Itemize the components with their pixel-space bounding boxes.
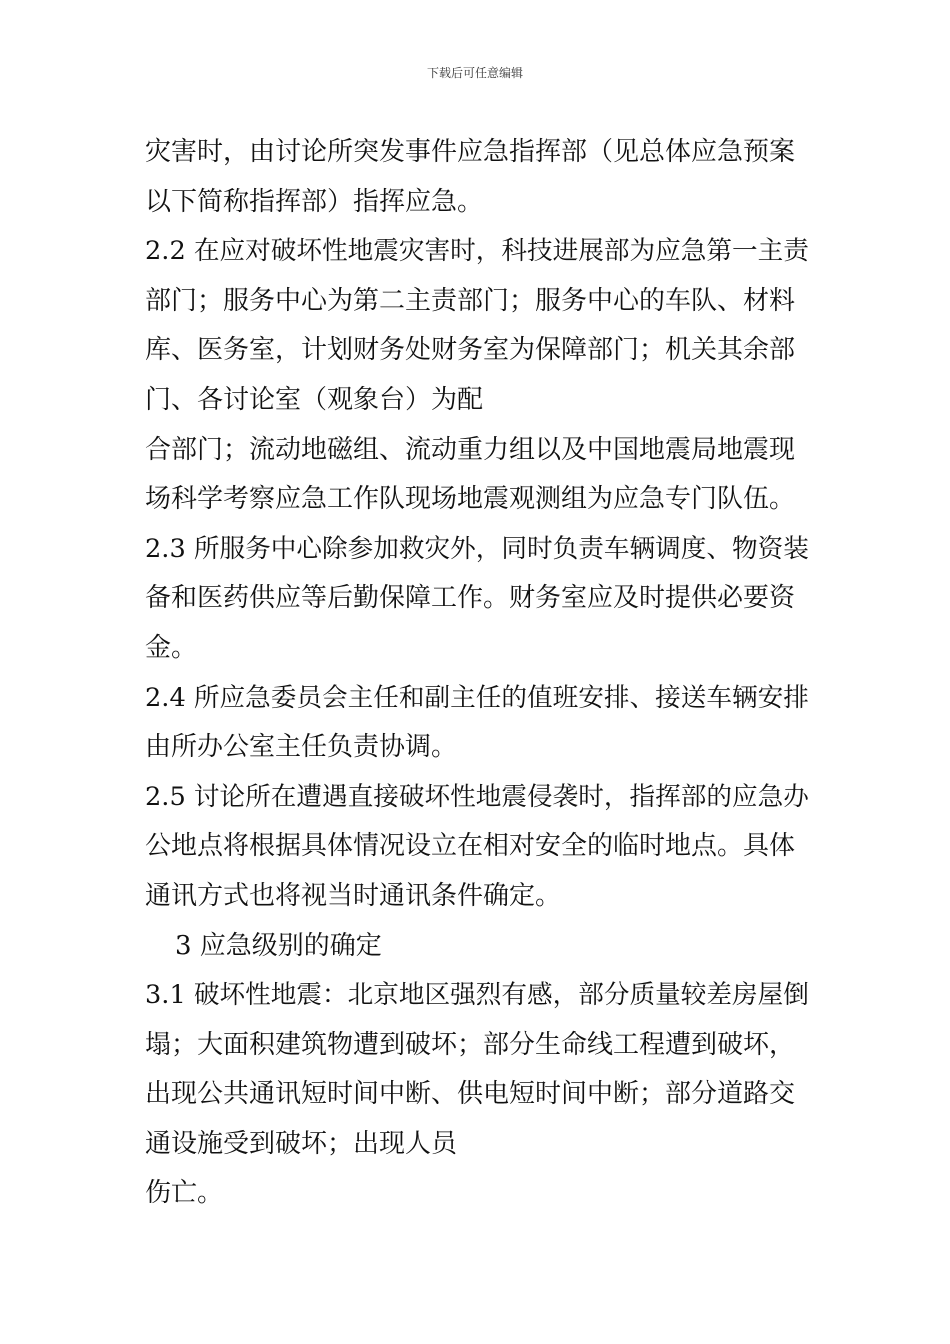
text-line: 出现公共通讯短时间中断、供电短时间中断；部分道路交 [145, 1079, 796, 1110]
text-line: 公地点将根据具体情况设立在相对安全的临时地点。具体 [145, 831, 796, 862]
text-line: 伤亡。 [145, 1178, 224, 1209]
text-line: 通讯方式也将视当时通讯条件确定。 [145, 880, 562, 911]
text-line: 合部门；流动地磁组、流动重力组以及中国地震局地震现 [145, 434, 796, 465]
text-line: 通设施受到破坏；出现人员 [145, 1128, 458, 1159]
text-line: 2.5 讨论所在遭遇直接破坏性地震侵袭时，指挥部的应急办 [145, 781, 809, 812]
page-header: 下载后可任意编辑 [426, 66, 523, 80]
text-line: 2.4 所应急委员会主任和副主任的值班安排、接送车辆安排 [145, 682, 809, 713]
text-line: 金。 [145, 632, 198, 663]
text-line: 以下简称指挥部）指挥应急。 [145, 186, 484, 217]
text-line: 库、医务室，计划财务处财务室为保障部门；机关其余部 [145, 335, 796, 366]
text-line: 由所办公室主任负责协调。 [145, 732, 458, 763]
text-line: 2.3 所服务中心除参加救灾外，同时负责车辆调度、物资装 [145, 533, 809, 564]
text-line: 备和医药供应等后勤保障工作。财务室应及时提供必要资 [145, 583, 796, 614]
section-heading: 3 应急级别的确定 [175, 930, 382, 961]
document-body [145, 128, 813, 1219]
text-line: 部门；服务中心为第二主责部门；服务中心的车队、材料 [145, 285, 796, 316]
text-line: 3.1 破坏性地震：北京地区强烈有感，部分质量较差房屋倒 [145, 980, 809, 1011]
text-line: 场科学考察应急工作队现场地震观测组为应急专门队伍。 [145, 484, 796, 515]
text-line: 灾害时，由讨论所突发事件应急指挥部（见总体应急预案 [145, 137, 796, 167]
text-line: 门、各讨论室（观象台）为配 [145, 384, 484, 415]
text-line: 塌；大面积建筑物遭到破坏；部分生命线工程遭到破坏， [145, 1029, 796, 1060]
text-line: 2.2 在应对破坏性地震灾害时，科技进展部为应急第一主责 [145, 236, 809, 267]
